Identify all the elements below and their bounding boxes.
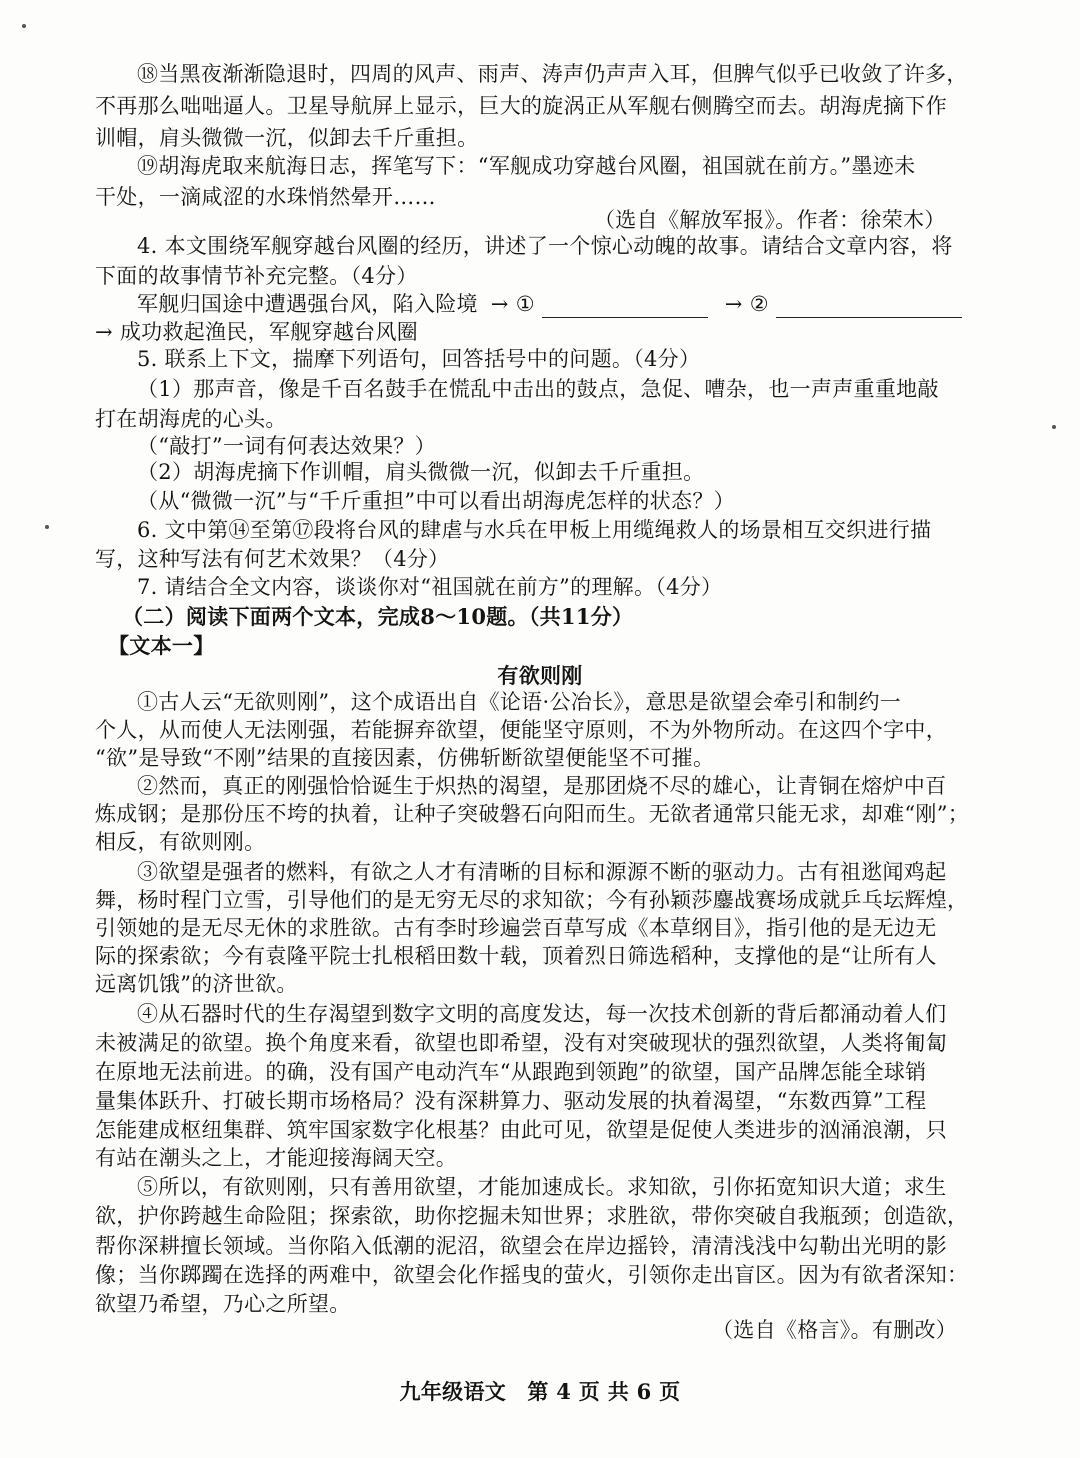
q4-plot-row	[137, 290, 962, 318]
q4-blank-1-label: ①	[515, 292, 535, 316]
a-p2-line-1: ②然而，真正的刚强恰恰诞生于炽热的渴望，是那团烧不尽的雄心，让青铜在熔炉中百	[137, 774, 947, 798]
a-p3-line-2: 舞，杨时程门立雪，引导他们的是无穷无尽的求知欲；今有孙颖莎鏖战赛场成就乒乓坛辉煌，	[95, 888, 969, 912]
scan-speck	[45, 525, 49, 529]
a-p4-line-1: ④从石器时代的生存渴望到数字文明的高度发达，每一次技术创新的背后都涌动着人们	[137, 1002, 947, 1026]
a-p3-line-1: ③欲望是强者的燃料，有欲之人才有清晰的目标和源源不断的驱动力。古有祖逖闻鸡起	[137, 860, 947, 884]
a-p3-line-3: 引领她的是无尽无休的求胜欲。古有李时珍遍尝百草写成《本草纲目》，指引他的是无边无	[95, 916, 937, 940]
a-p1-line-3: “欲”是导致“不刚”结果的直接因素，仿佛斩断欲望便能坚不可摧。	[95, 746, 715, 770]
a-p2-line-3: 相反，有欲则刚。	[95, 830, 266, 854]
q4-plot-end: → 成功救起渔民，军舰穿越台风圈	[95, 320, 419, 344]
p18-line-1: ⑱当黑夜渐渐隐退时，四周的风声、雨声、涛声仍声声入耳，但脾气似乎已收敛了许多，	[137, 62, 968, 86]
q5-2-sentence: （2）胡海虎摘下作训帽，肩头微微一沉，似卸去千斤重担。	[137, 460, 705, 484]
scan-speck	[22, 24, 26, 28]
q6-line-2: 写，这种写法有何艺术效果？（4分）	[95, 547, 450, 571]
arrow-icon: →	[724, 292, 743, 316]
p19-line-1: ⑲胡海虎取来航海日志，挥笔写下：“军舰成功穿越台风圈，祖国就在前方。”墨迹未	[137, 154, 916, 178]
q4-answer-blank-2[interactable]	[776, 295, 962, 318]
a-p4-line-2: 未被满足的欲望。换个角度来看，欲望也即希望，没有对突破现状的强烈欲望，人类将匍匐	[95, 1031, 947, 1055]
a-p4-line-4: 量集体跃升、打破长期市场格局？没有深耕算力、驱动发展的执着渴望，“东数西算”工程	[95, 1089, 927, 1113]
a-p3-line-4: 际的探索欲；今有袁隆平院士扎根稻田数十载，顶着烈日筛选稻种，支撑他的是“让所有人	[95, 944, 937, 968]
q5-1-ask: （“敲打”一词有何表达效果？）	[137, 434, 436, 458]
a-p5-line-3: 帮你深耕擅长领域。当你陷入低潮的泥沼，欲望会在岸边摇铃，清清浅浅中勾勒出光明的影	[95, 1234, 947, 1258]
scan-speck	[1052, 425, 1056, 429]
p19-line-2: 干处，一滴咸涩的水珠悄然晕开……	[95, 185, 436, 209]
q4-blank-2-label: ②	[749, 292, 769, 316]
q5-2-ask: （从“微微一沉”与“千斤重担”中可以看出胡海虎怎样的状态？）	[137, 489, 735, 513]
a-p4-line-6: 有站在潮头之上，才能迎接海阔天空。	[95, 1146, 458, 1170]
q4-line-2: 下面的故事情节补充完整。（4分）	[95, 264, 418, 288]
p18-line-3: 训帽，肩头微微一沉，似卸去千斤重担。	[95, 126, 479, 150]
q5-1-line-2: 打在胡海虎的心头。	[95, 407, 287, 431]
arrow-icon: →	[490, 292, 509, 316]
passage-source: （选自《解放军报》。作者：徐荣木）	[594, 208, 946, 232]
page-footer: 九年级语文 第 4 页 共 6 页	[399, 1379, 681, 1404]
text1-label: 【文本一】	[108, 633, 215, 658]
a-p1-line-1: ①古人云“无欲则刚”，这个成语出自《论语·公冶长》，意思是欲望会牵引和制约一	[137, 690, 902, 714]
p18-line-2: 不再那么咄咄逼人。卫星导航屏上显示，巨大的旋涡正从军舰右侧腾空而去。胡海虎摘下作	[95, 94, 947, 118]
article-title: 有欲则刚	[497, 663, 583, 688]
a-p5-line-5: 欲望乃希望，乃心之所望。	[95, 1292, 351, 1316]
a-p3-line-5: 远离饥饿”的济世欲。	[95, 972, 298, 996]
a-p5-line-1: ⑤所以，有欲则刚，只有善用欲望，才能加速成长。求知欲，引你拓宽知识大道；求生	[137, 1175, 947, 1199]
q7-prompt: 7. 请结合全文内容，谈谈你对“祖国就在前方”的理解。（4分）	[137, 575, 723, 599]
section2-heading: （二）阅读下面两个文本，完成8～10题。（共11分）	[122, 604, 634, 629]
a-p1-line-2: 个人，从而使人无法刚强，若能摒弃欲望，便能坚守原则，不为外物所动。在这四个字中，	[95, 718, 947, 742]
q4-answer-blank-1[interactable]	[542, 295, 708, 318]
a-p5-line-4: 像；当你踯躅在选择的两难中，欲望会化作摇曳的萤火，引领你走出盲区。因为有欲者深知：	[95, 1263, 969, 1287]
a-p5-line-2: 欲，护你跨越生命险阻；探索欲，助你挖掘未知世界；求胜欲，带你突破自我瓶颈；创造欲，	[95, 1204, 969, 1228]
q4-line-1: 4. 本文围绕军舰穿越台风圈的经历，讲述了一个惊心动魄的故事。请结合文章内容，将	[137, 234, 953, 258]
a-p4-line-3: 在原地无法前进。的确，没有国产电动汽车“从跟跑到领跑”的欲望，国产品牌怎能全球销	[95, 1060, 927, 1084]
q5-prompt: 5. 联系上下文，揣摩下列语句，回答括号中的问题。（4分）	[137, 347, 701, 371]
a-p4-line-5: 怎能建成枢纽集群、筑牢国家数字化根基？由此可见，欲望是促使人类进步的汹涌浪潮，只	[95, 1118, 947, 1142]
q5-1-line-1: （1）那声音，像是千百名鼓手在慌乱中击出的鼓点，急促、嘈杂，也一声声重重地敲	[137, 377, 939, 401]
q4-plot-start: 军舰归国途中遭遇强台风，陷入险境	[137, 292, 478, 316]
a-p2-line-2: 炼成钢；是那份压不垮的执着，让种子突破磐石向阳而生。无欲者通常只能无求，却难“刚”；	[95, 802, 970, 826]
q6-line-1: 6. 文中第⑭至第⑰段将台风的肆虐与水兵在甲板上用缆绳救人的场景相互交织进行描	[137, 518, 932, 542]
article-source: （选自《格言》。有删改）	[712, 1318, 958, 1342]
